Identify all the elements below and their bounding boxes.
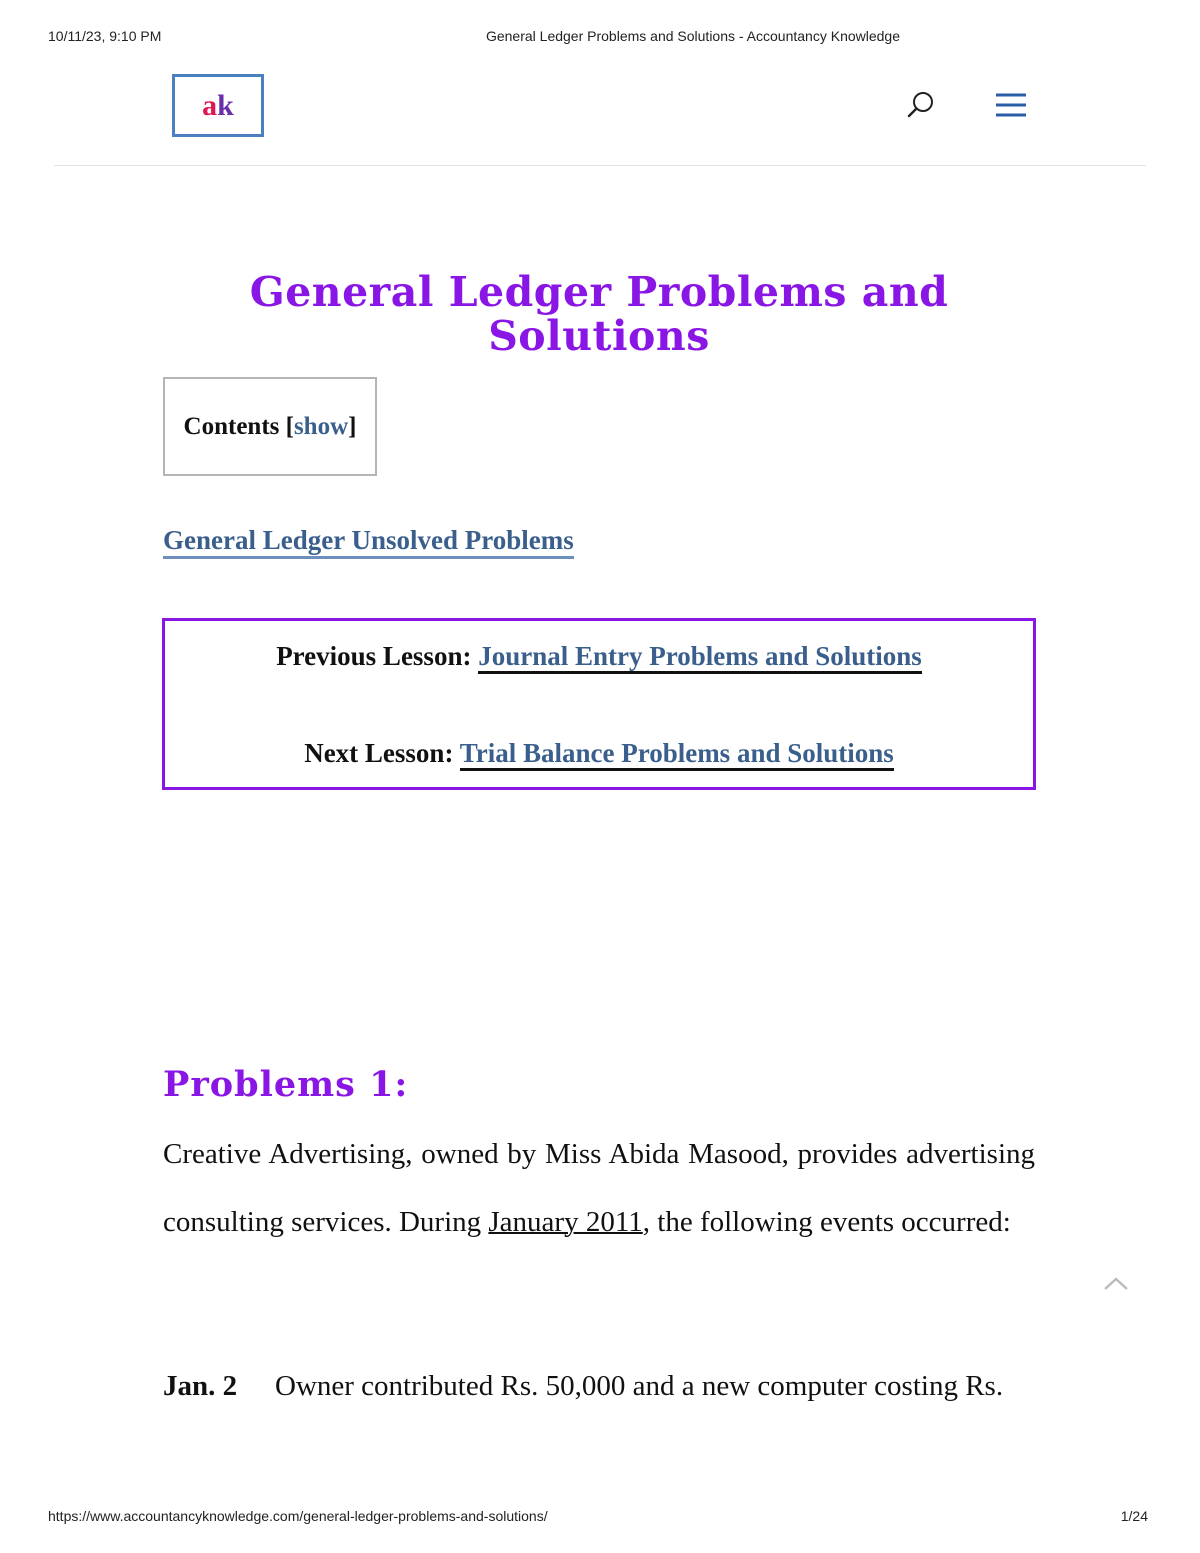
intro-date: January 2011 bbox=[488, 1206, 643, 1238]
toc-show-toggle[interactable]: show bbox=[293, 412, 349, 440]
next-lesson-label: Next Lesson: bbox=[304, 738, 454, 768]
search-icon[interactable] bbox=[906, 90, 936, 120]
lesson-navigation-box bbox=[162, 618, 1036, 790]
previous-lesson-label: Previous Lesson: bbox=[276, 641, 472, 671]
page-title-line2: Solutions bbox=[488, 312, 710, 360]
print-url: https://www.accountancyknowledge.com/general-ledger-problems-and-solutions/ bbox=[48, 1508, 548, 1524]
logo-letter-k: k bbox=[217, 88, 234, 122]
unsolved-problems-link[interactable]: General Ledger Unsolved Problems bbox=[163, 524, 574, 559]
problem-heading: Problems 1: bbox=[163, 1064, 409, 1105]
print-page-number: 1/24 bbox=[1120, 1508, 1148, 1524]
next-lesson-row bbox=[165, 738, 1033, 769]
site-logo[interactable] bbox=[172, 74, 264, 137]
table-of-contents bbox=[163, 377, 377, 476]
previous-lesson-row bbox=[165, 641, 1033, 672]
toc-open-bracket: [ bbox=[285, 412, 294, 440]
print-header bbox=[0, 28, 1200, 48]
header-divider bbox=[54, 165, 1146, 166]
entry-text: Owner contributed Rs. 50,000 and a new computer costing Rs. bbox=[275, 1370, 1004, 1402]
print-datetime: 10/11/23, 9:10 PM bbox=[48, 28, 162, 44]
next-lesson-link[interactable]: Trial Balance Problems and Solutions bbox=[460, 738, 894, 771]
toc-close-bracket: ] bbox=[348, 412, 357, 440]
hamburger-menu-icon[interactable] bbox=[994, 92, 1028, 118]
page-title bbox=[163, 270, 1035, 358]
problem-intro bbox=[163, 1120, 1035, 1256]
print-footer bbox=[0, 1508, 1200, 1528]
intro-text-part1: Creative Advertising, owned by Miss Abida Masood, provides advertising consulting services. During bbox=[163, 1138, 1035, 1238]
toc-label: Contents bbox=[183, 412, 280, 440]
previous-lesson-link[interactable]: Journal Entry Problems and Solutions bbox=[478, 641, 922, 674]
print-page-title: General Ledger Problems and Solutions - Accountancy Knowledge bbox=[485, 28, 901, 44]
page-title-line1: General Ledger Problems and bbox=[249, 268, 949, 316]
transaction-entry bbox=[163, 1364, 1063, 1408]
intro-text-part2: , the following events occurred: bbox=[642, 1206, 1011, 1238]
entry-date: Jan. 2 bbox=[163, 1370, 238, 1402]
chevron-up-icon[interactable] bbox=[1102, 1274, 1130, 1294]
logo-letter-a: a bbox=[202, 88, 218, 122]
